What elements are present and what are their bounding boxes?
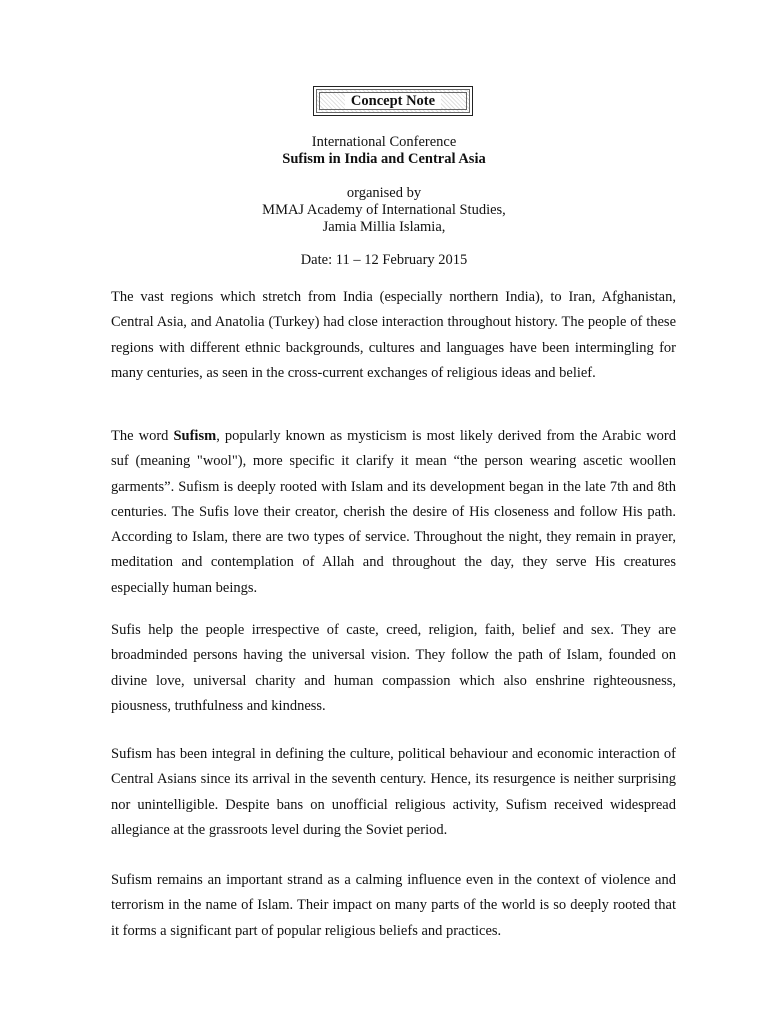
concept-note-badge xyxy=(313,86,473,116)
paragraph-5: Sufism remains an important strand as a calming influence even in the context of violence and terrorism in the name of Islam. Their impact on many parts of the world is so deeply rooted that it forms a significant part of popular religious beliefs and practices. xyxy=(111,872,676,939)
paragraph-2-rest: , popularly known as mysticism is most likely derived from the Arabic word suf (meaning "wool"), more specific it clarify it mean “the person wearing ascetic woollen garments”. Sufism is deeply rooted with Islam and its development began in the late 7th and 8th centuries. The Sufis love their creator, cherish the desire of His closeness and follow His path. According to Islam, there are two types of service. Throughout the night, they remain in prayer, meditation and contemplation of Allah and throughout the day, they serve His creatures especially human beings. xyxy=(111,428,676,596)
badge-frame xyxy=(316,89,470,113)
paragraph-3: Sufis help the people irrespective of caste, creed, religion, faith, belief and sex. They are broadminded persons having the universal vision. They follow the path of Islam, founded on divine love, universal charity and human compassion which also enshrine righteousness, piousness, truthfulness and kindness. xyxy=(111,622,676,714)
paragraph-2-lead: The word xyxy=(111,428,174,444)
conference-type: International Conference xyxy=(311,134,457,150)
paragraph-4: Sufism has been integral in defining the culture, political behaviour and economic interaction of Central Asians since its arrival in the seventh century. Hence, its resurgence is neither surprising nor unintelligible. Despite bans on unofficial religious activity, Sufism received widespread allegiance at the grassroots level during the Soviet period. xyxy=(111,746,676,838)
organiser-line-1: MMAJ Academy of International Studies, xyxy=(262,202,506,218)
conference-title: Sufism in India and Central Asia xyxy=(282,151,486,167)
organiser-line-2: Jamia Millia Islamia, xyxy=(322,219,446,235)
paragraph-2 xyxy=(111,424,676,601)
badge-label: Concept Note xyxy=(345,93,441,109)
organised-by-label: organised by xyxy=(346,185,422,201)
paragraph-1: The vast regions which stretch from India (especially northern India), to Iran, Afghanistan, Central Asia, and Anatolia (Turkey) had close interaction throughout history. The people of these regions with different ethnic backgrounds, cultures and languages have been intermingling for many centuries, as seen in the cross-current exchanges of religious ideas and belief. xyxy=(111,289,676,381)
sufism-term: Sufism xyxy=(173,428,217,444)
conference-date: Date: 11 – 12 February 2015 xyxy=(300,252,468,268)
